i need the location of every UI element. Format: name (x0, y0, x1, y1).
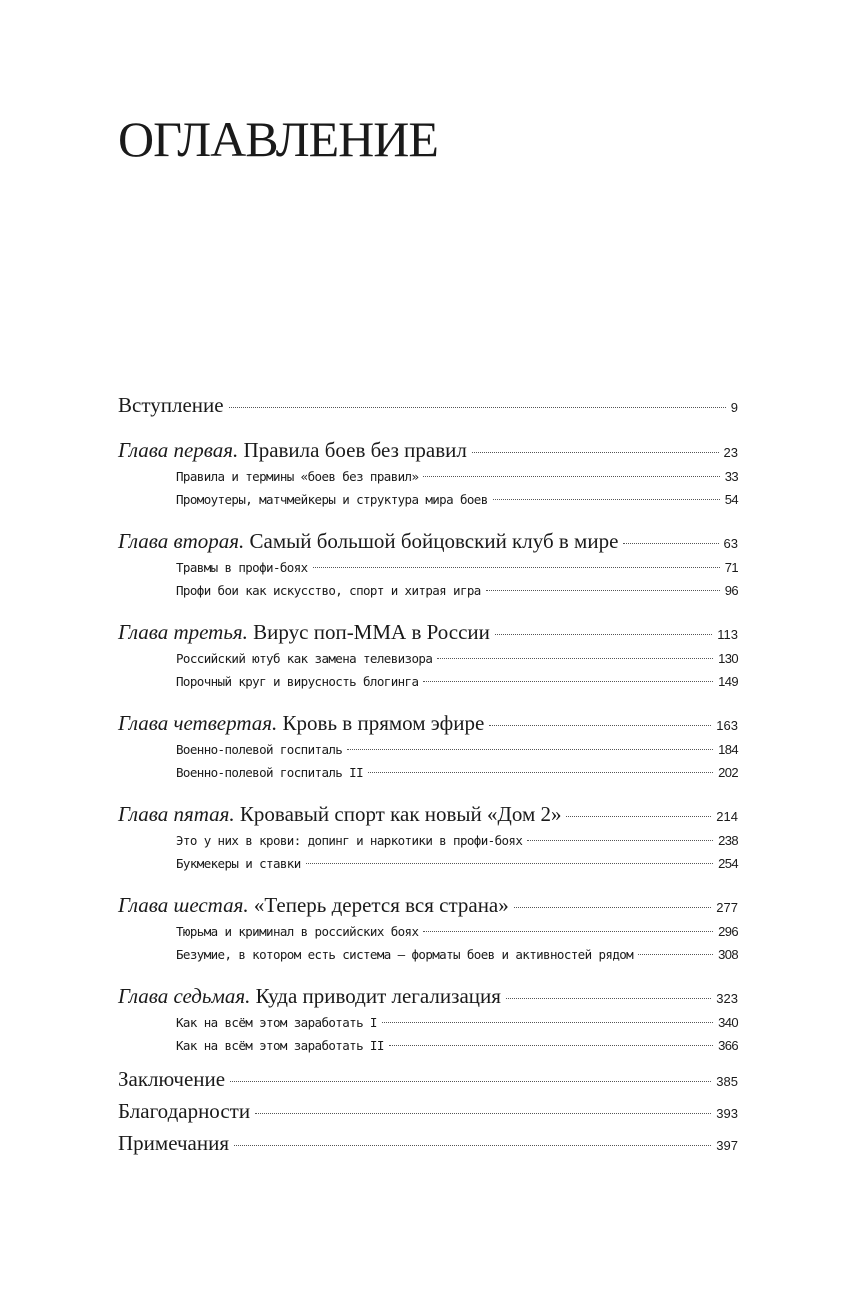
dot-leader (368, 772, 713, 773)
section-title: Правила и термины «боев без правил» (176, 469, 419, 484)
toc-entry-section[interactable] (118, 1015, 738, 1038)
toc-entry-section[interactable] (118, 833, 738, 856)
table-of-contents (118, 393, 738, 1163)
toc-entry-closing[interactable] (118, 1131, 738, 1163)
dot-leader (489, 725, 711, 726)
chapter-group (118, 984, 738, 1061)
chapter-list (118, 438, 738, 1061)
section-title: Военно-полевой госпиталь II (176, 765, 363, 780)
page-number: 296 (718, 924, 738, 939)
dot-leader (347, 749, 713, 750)
dot-leader (234, 1145, 711, 1146)
dot-leader (313, 567, 720, 568)
dot-leader (623, 543, 718, 544)
dot-leader (493, 499, 720, 500)
page-number: 149 (718, 674, 738, 689)
chapter-name: Кровь в прямом эфире (282, 711, 485, 735)
dot-leader (437, 658, 713, 659)
section-title: Букмекеры и ставки (176, 856, 301, 871)
entry-title: Примечания (118, 1131, 230, 1155)
dot-leader (472, 452, 719, 453)
entry-title: Благодарности (118, 1099, 251, 1123)
page-number: 63 (723, 536, 738, 551)
section-title: Как на всём этом заработать I (176, 1015, 377, 1030)
section-title: Порочный круг и вирусность блогинга (176, 674, 419, 689)
chapter-label: Глава вторая. (118, 529, 245, 553)
dot-leader (423, 681, 713, 682)
page-number: 202 (718, 765, 738, 780)
chapter-label: Глава первая. (118, 438, 239, 462)
page-number: 113 (717, 627, 738, 642)
chapter-label: Глава третья. (118, 620, 248, 644)
page-number: 340 (718, 1015, 738, 1030)
section-title: Это у них в крови: допинг и наркотики в профи-боях (176, 833, 523, 848)
chapter-name: Кровавый спорт как новый «Дом 2» (239, 802, 562, 826)
page-number: 54 (724, 492, 738, 507)
dot-leader (423, 476, 719, 477)
section-title: Тюрьма и криминал в российских боях (176, 924, 419, 939)
chapter-title (118, 529, 618, 554)
page-number: 238 (718, 833, 738, 848)
dot-leader (638, 954, 713, 955)
dot-leader (230, 1081, 711, 1082)
page-number: 163 (716, 718, 738, 733)
chapter-group (118, 620, 738, 697)
toc-entry-section[interactable] (118, 651, 738, 674)
chapter-title (118, 438, 467, 463)
page-number: 184 (718, 742, 738, 757)
toc-entry-chapter[interactable] (118, 802, 738, 833)
section-title: Промоутеры, матчмейкеры и структура мира боев (176, 492, 488, 507)
toc-entry-section[interactable] (118, 674, 738, 697)
chapter-label: Глава четвертая. (118, 711, 278, 735)
chapter-name: «Теперь дерется вся страна» (253, 893, 509, 917)
toc-entry-section[interactable] (118, 583, 738, 606)
section-title: Военно-полевой госпиталь (176, 742, 343, 757)
page-number: 71 (724, 560, 738, 575)
dot-leader (566, 816, 711, 817)
chapter-title (118, 984, 501, 1009)
dot-leader (514, 907, 712, 908)
dot-leader (382, 1022, 713, 1023)
section-title: Как на всём этом заработать II (176, 1038, 384, 1053)
page-number: 214 (716, 809, 738, 824)
page-number: 9 (730, 400, 738, 415)
chapter-title (118, 711, 484, 736)
chapter-title (118, 893, 509, 918)
toc-entry-section[interactable] (118, 742, 738, 765)
toc-entry-chapter[interactable] (118, 529, 738, 560)
closing-list (118, 1067, 738, 1163)
chapter-label: Глава пятая. (118, 802, 235, 826)
toc-entry-section[interactable] (118, 924, 738, 947)
toc-entry-section[interactable] (118, 947, 738, 970)
toc-entry-section[interactable] (118, 469, 738, 492)
toc-entry-section[interactable] (118, 560, 738, 583)
chapter-title (118, 620, 490, 645)
page-title: ОГЛАВЛЕНИЕ (118, 110, 438, 167)
page-number: 254 (718, 856, 738, 871)
section-title: Травмы в профи-боях (176, 560, 308, 575)
toc-entry-section[interactable] (118, 492, 738, 515)
dot-leader (306, 863, 713, 864)
page-number: 366 (718, 1038, 738, 1053)
section-title: Российский ютуб как замена телевизора (176, 651, 433, 666)
entry-title: Заключение (118, 1067, 226, 1091)
page-number: 308 (718, 947, 738, 962)
toc-entry-chapter[interactable] (118, 984, 738, 1015)
dot-leader (255, 1113, 711, 1114)
chapter-name: Правила боев без правил (243, 438, 467, 462)
page-number: 385 (716, 1074, 738, 1089)
toc-entry-chapter[interactable] (118, 620, 738, 651)
dot-leader (506, 998, 711, 999)
page-number: 23 (723, 445, 738, 460)
page-number: 130 (718, 651, 738, 666)
toc-entry-chapter[interactable] (118, 438, 738, 469)
toc-entry-intro[interactable] (118, 393, 738, 424)
toc-entry-chapter[interactable] (118, 711, 738, 742)
dot-leader (229, 407, 726, 408)
toc-entry-section[interactable] (118, 1038, 738, 1061)
page-number: 33 (724, 469, 738, 484)
page-number: 323 (716, 991, 738, 1006)
chapter-title (118, 802, 561, 827)
chapter-group (118, 438, 738, 515)
chapter-label: Глава седьмая. (118, 984, 251, 1008)
page-number: 393 (716, 1106, 738, 1121)
chapter-name: Самый большой бойцовский клуб в мире (249, 529, 619, 553)
chapter-label: Глава шестая. (118, 893, 249, 917)
chapter-group (118, 802, 738, 879)
chapter-name: Куда приводит легализация (255, 984, 501, 1008)
toc-entry-closing[interactable] (118, 1099, 738, 1131)
dot-leader (527, 840, 713, 841)
page-number: 96 (724, 583, 738, 598)
dot-leader (389, 1045, 713, 1046)
chapter-group (118, 711, 738, 788)
chapter-group (118, 529, 738, 606)
dot-leader (495, 634, 712, 635)
dot-leader (423, 931, 713, 932)
page-number: 277 (716, 900, 738, 915)
toc-entry-chapter[interactable] (118, 893, 738, 924)
toc-entry-section[interactable] (118, 765, 738, 788)
section-title: Профи бои как искусство, спорт и хитрая игра (176, 583, 481, 598)
chapter-name: Вирус поп-ММА в России (253, 620, 490, 644)
toc-entry-section[interactable] (118, 856, 738, 879)
section-title: Безумие, в котором есть система – форматы боев и активностей рядом (176, 947, 634, 962)
chapter-group (118, 893, 738, 970)
toc-entry-closing[interactable] (118, 1067, 738, 1099)
dot-leader (486, 590, 720, 591)
page-number: 397 (716, 1138, 738, 1153)
entry-title: Вступление (118, 393, 224, 417)
